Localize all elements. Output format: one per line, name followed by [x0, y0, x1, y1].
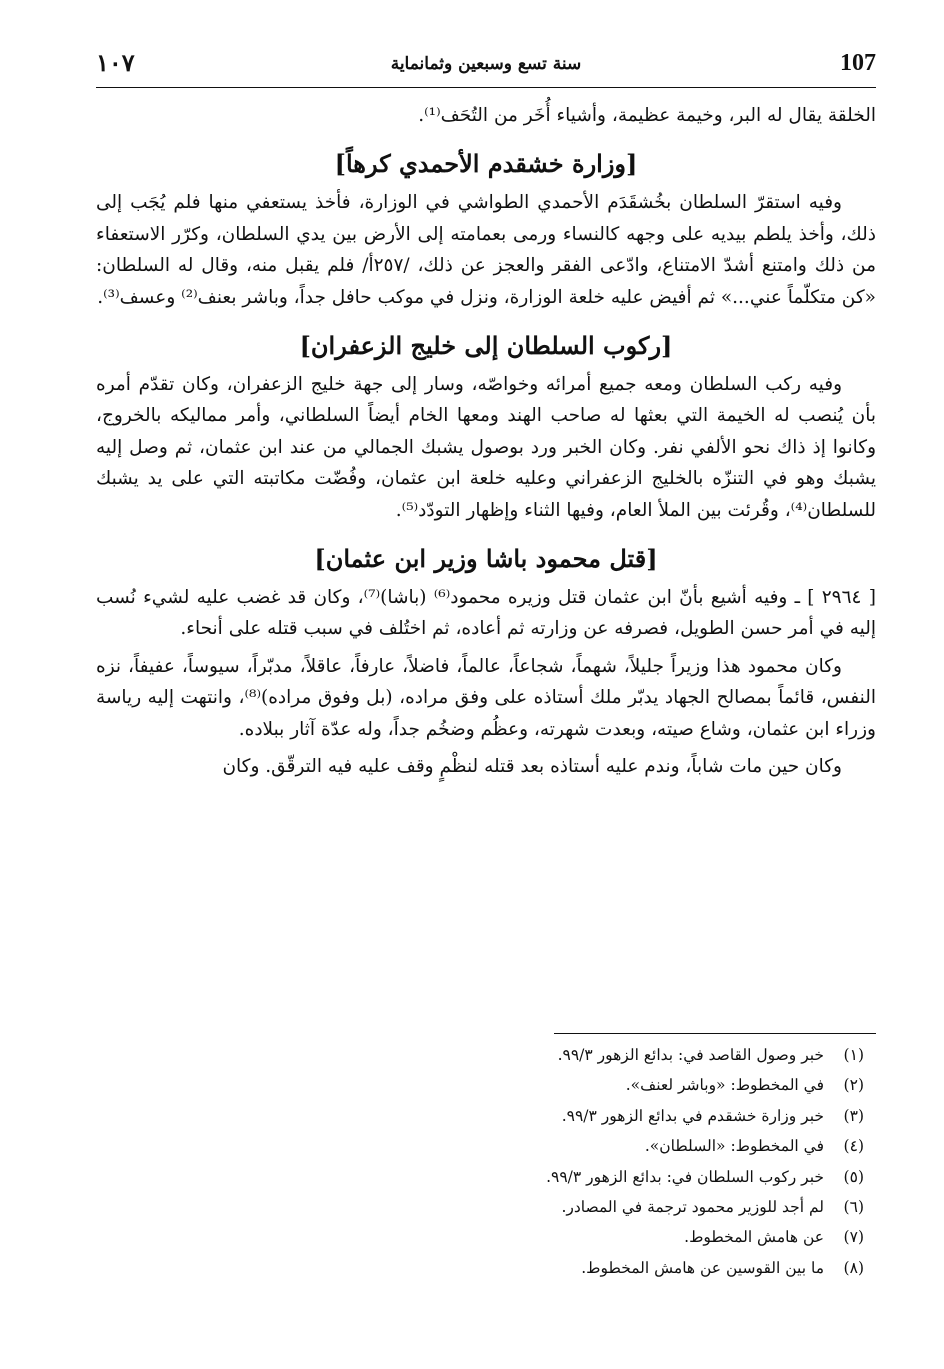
header-rule [96, 87, 876, 88]
footnote-item [96, 1222, 864, 1252]
footnote-rule [554, 1033, 876, 1034]
page-header [96, 46, 876, 88]
footnote-item [96, 1253, 864, 1283]
footnote-number: (٤) [843, 1137, 864, 1156]
footnote-item [96, 1131, 864, 1161]
footnote-item [96, 1101, 864, 1131]
footnote-number: (٢) [843, 1076, 864, 1095]
paragraph-continuation: الخلقة يقال له البر، وخيمة عظيمة، وأشياء أُخَر من التُحَف⁽¹⁾. [418, 105, 876, 126]
footnote-text: خبر وصول القاصد في: بدائع الزهور ٩٩/٣. [557, 1046, 824, 1064]
footnote-number: (٦) [843, 1198, 864, 1217]
footnote-text: لم أجد للوزير محمود ترجمة في المصادر. [561, 1198, 824, 1217]
footnote-number: (٧) [843, 1228, 864, 1247]
page-number-latin: 107 [840, 50, 876, 76]
paragraph-mahmud-killing: [ ٢٩٦٤ ] ـ وفيه أشيع بأنّ ابن عثمان قتل وزيره محمود⁽⁶⁾ (باشا)⁽⁷⁾، وكان قد غضب عليه لشيء نُسب إليه في أمر حسن الطويل، فصرفه عن وزارته ثم أعاده، ثم اختُلف في سبب قتله على أنحاء. [96, 587, 876, 640]
footnotes [96, 1040, 864, 1283]
footnote-item [96, 1040, 864, 1070]
running-title: سنة تسع وسبعين وثمانماية [390, 54, 582, 74]
footnote-text: خبر وزارة خشقدم في بدائع الزهور ٩٩/٣. [561, 1106, 824, 1125]
section-heading-khushqadam: [وزارة خشقدم الأحمدي كرهاً] [334, 149, 638, 179]
paragraph-mahmud-death: وكان حين مات شاباً، وندم عليه أستاذه بعد قتله لنظْمٍ وقف عليه فيه الترقّق. وكان [222, 756, 842, 778]
paragraph-zafaran: وفيه ركب السلطان ومعه جميع أمرائه وخواصّه، وسار إلى جهة خليج الزعفران، وكان تقدّم أمره بأن يُنصب له الخيمة التي بعثها له صاحب الهند ومعها الخام أيضاً السلطاني، وأمر مماليكه بالخروج، وكانوا إذ ذاك نحو الألفي نفر. وكان الخبر ورد بوصول يشبك الجمالي من عند ابن عثمان، ثم وصل إليه يشبك وهو في التنزّه بالخليج الزعفراني وعليه خلعة ابن عثمان، وفُضّت مكاتبته التي على يد يشبك للسلطان⁽⁴⁾، وقُرئت بين الملأ العام، وفيها الثناء وإظهار التودّد⁽⁵⁾. [96, 374, 876, 521]
footnote-number: (١) [843, 1046, 864, 1064]
footnote-item [96, 1162, 864, 1192]
paragraph-mahmud-virtues: وكان محمود هذا وزيراً جليلاً، شهماً، شجاعاً، عالماً، فاضلاً، عارفاً، عاقلاً، مدبّراً، سيوساً، عفيفاً، نزه النفس، قائماً بمصالح الجهاد يدبّر ملك أستاذه على وفق مراده، (بل وفوق مراده)⁽⁸⁾، وانتهت إليه رياسة وزراء ابن عثمان، وشاع صيته، وبعدت شهرته، وعظُم وضخُم جداً، وله عدّة آثار ببلاده. [96, 655, 876, 740]
footnote-number: (٣) [843, 1106, 864, 1125]
footnote-text: خبر ركوب السلطان في: بدائع الزهور ٩٩/٣. [546, 1167, 824, 1186]
footnote-item [96, 1192, 864, 1222]
footnote-number: (٨) [843, 1258, 864, 1277]
footnote-text: في المخطوط: «وباشر لعنف». [625, 1076, 824, 1095]
footnote-text: عن هامش المخطوط. [684, 1228, 824, 1247]
paragraph-khushqadam: وفيه استقرّ السلطان بخُشقَدَم الأحمدي الطواشي في الوزارة، فأخذ يستعفي منها فلم يُجَب إلى ذلك، وأخذ يلطم بيديه على وجهه كالنساء ورمى بعمامته إلى الأرض بين يدي السلطان، وكرّر الاستعفاء من ذلك وامتنع أشدّ الامتناع، وادّعى الفقر والعجز عن ذلك، /٢٥٧أ/ فلم يقبل منه، وقال له السلطان: «كن متكلّماً عني...» ثم أفيض عليه خلعة الوزارة، ونزل في موكب حافل جداً، وباشر بعنف⁽²⁾ وعسف⁽³⁾. [96, 192, 876, 308]
page-number-arabic: ١٠٧ [96, 48, 135, 77]
footnote-text: في المخطوط: «السلطان». [644, 1137, 824, 1156]
footnote-number: (٥) [843, 1167, 864, 1186]
footnote-text: ما بين القوسين عن هامش المخطوط. [581, 1258, 824, 1277]
footnote-item [96, 1070, 864, 1100]
section-heading-zafaran: [ركوب السلطان إلى خليج الزعفران] [299, 331, 673, 361]
section-heading-mahmud-pasha: [قتل محمود باشا وزير ابن عثمان] [314, 544, 658, 574]
main-text [96, 100, 876, 783]
